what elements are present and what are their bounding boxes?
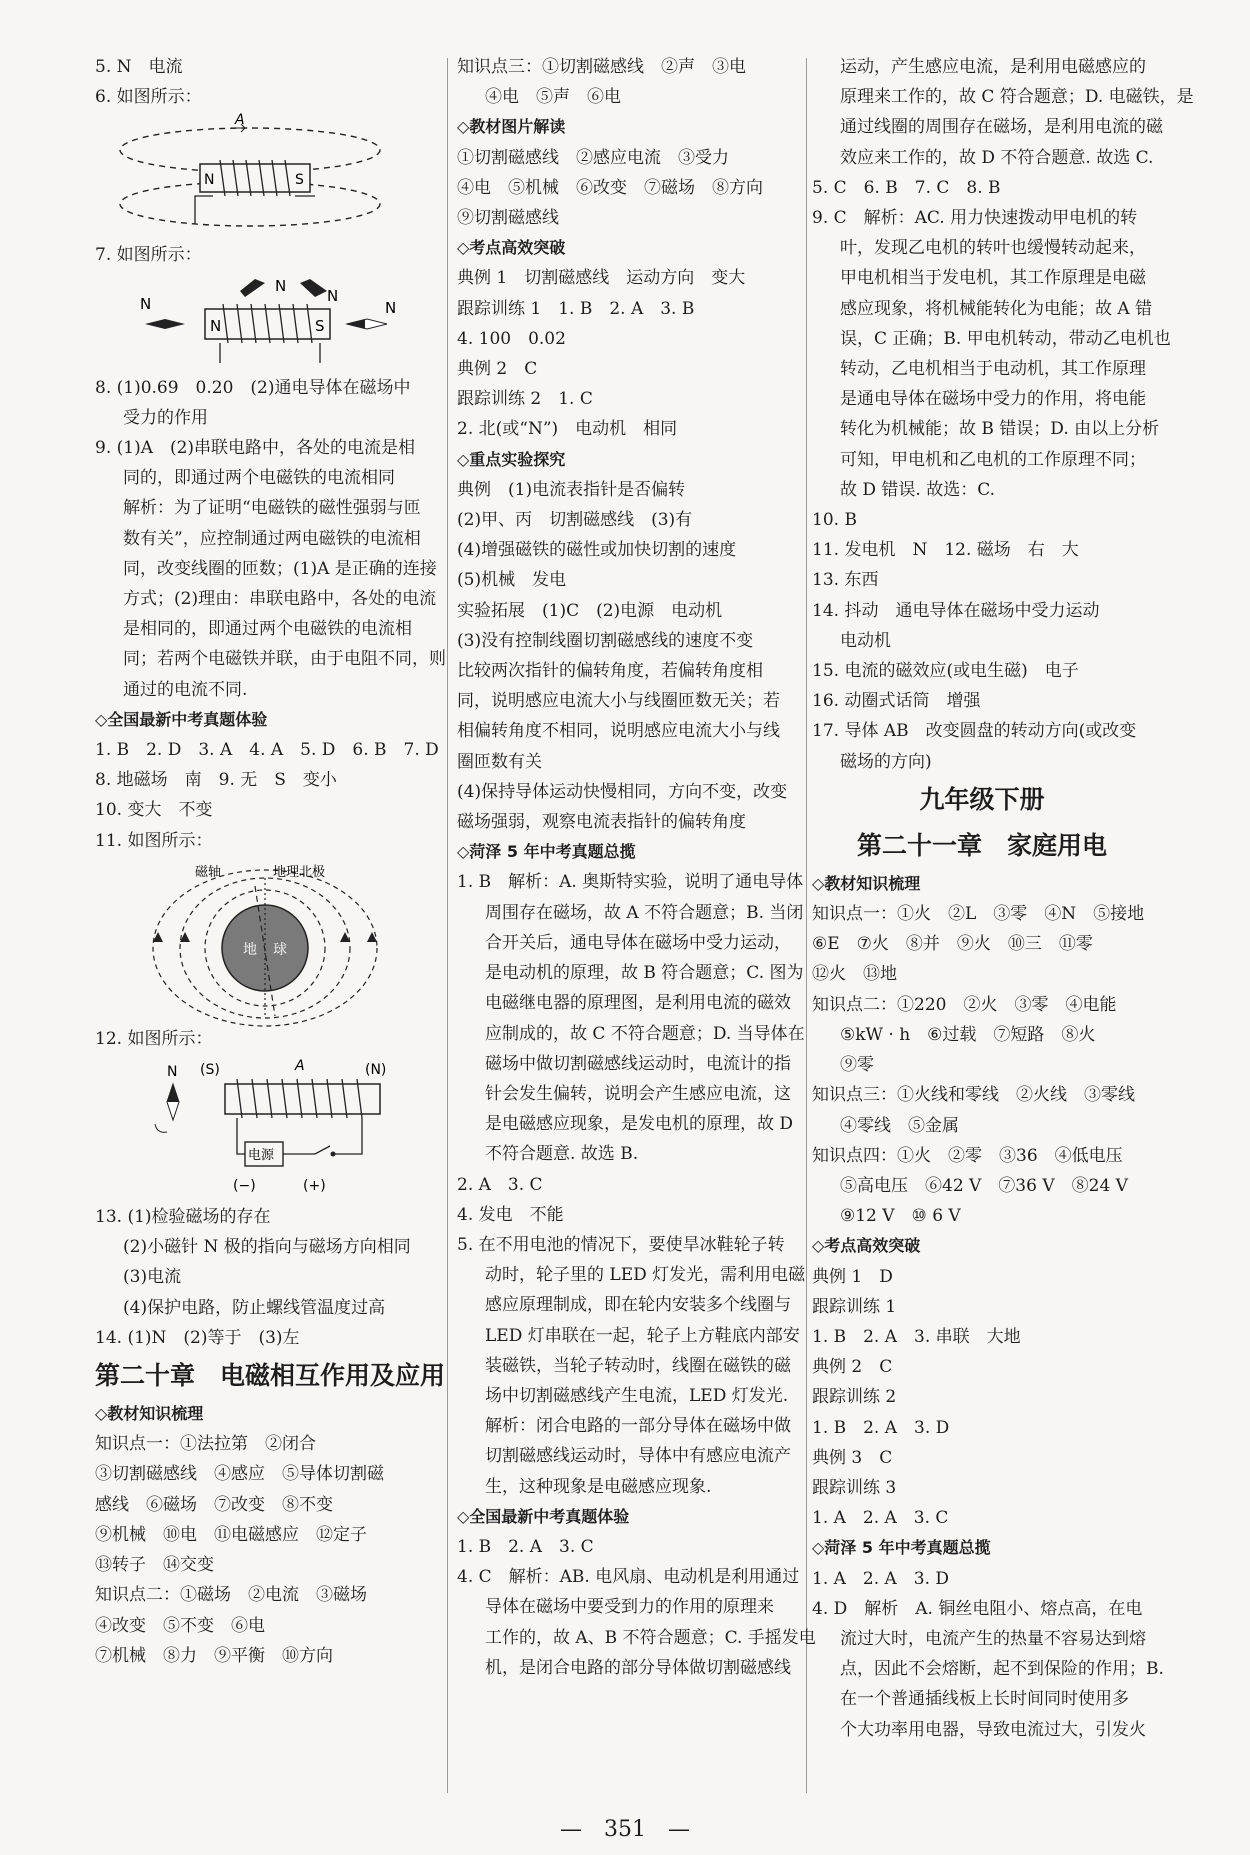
text-line: 磁场强弱，观察电流表指针的偏转角度 <box>457 812 746 833</box>
text-line: 知识点二：①220 ②火 ③零 ④电能 <box>812 994 1117 1015</box>
pole-N-label: N <box>204 172 215 189</box>
text-line: 感应原理制成，即在轮内安装多个线圈与 <box>485 1295 791 1316</box>
text-line: 5. 在不用电池的情况下，要使旱冰鞋轮子转 <box>457 1234 785 1255</box>
compass-N-label: N <box>140 294 152 313</box>
text-line: ③切割磁感线 ④感应 ⑤导体切割磁 <box>95 1464 384 1485</box>
text-line: 11. 发电机 N 12. 磁场 右 大 <box>812 540 1079 561</box>
text-line: 15. 电流的磁效应(或电生磁) 电子 <box>812 661 1079 682</box>
text-line: 切割磁感线运动时，导体中有感应电流产 <box>485 1446 791 1467</box>
text-line: (2)小磁针 N 极的指向与磁场方向相同 <box>123 1237 411 1258</box>
text-line: 是电动机的原理，故 B 符合题意；C. 图为 <box>485 963 804 984</box>
text-line: 是通电导体在磁场中受力的作用，将电能 <box>840 389 1146 410</box>
section-heading: ◇菏泽 5 年中考真题总揽 <box>457 842 636 862</box>
pole-S-label: S <box>295 172 304 189</box>
text-line: ④零线 ⑤金属 <box>840 1115 959 1136</box>
text-line: 比较两次指针的偏转角度，若偏转角度相 <box>457 661 763 682</box>
text-line: 磁场的方向) <box>840 751 932 772</box>
text-line: 同；若两个电磁铁并联，由于电阻不同，则 <box>123 649 446 670</box>
text-line: 场中切割磁感线产生电流，LED 灯发光. <box>485 1385 789 1406</box>
text-line: 同，说明感应电流大小与线圈匝数无关；若 <box>457 691 780 712</box>
text-line: 导体在磁场中要受到力的作用的原理来 <box>485 1597 774 1618</box>
chapter-heading: 第二十章 电磁相互作用及应用 <box>95 1361 446 1391</box>
text-line: (4)增强磁铁的磁性或加快切割的速度 <box>457 540 737 561</box>
text-line: 感应现象，将机械能转化为电能；故 A 错 <box>840 298 1153 319</box>
text-line: LED 灯串联在一起，轮子上方鞋底内部安 <box>485 1325 800 1346</box>
section-heading: ◇菏泽 5 年中考真题总揽 <box>812 1538 991 1558</box>
answer-column-2 <box>457 52 816 1683</box>
text-line: 故 D 错误. 故选：C. <box>840 479 996 500</box>
figure-label-A: A <box>295 1058 305 1075</box>
text-line: 电磁继电器的原理图，是利用电流的磁效 <box>485 993 791 1014</box>
section-heading: ◇考点高效突破 <box>812 1236 921 1256</box>
text-line: (5)机械 发电 <box>457 570 567 591</box>
pole-N-label: (N) <box>365 1062 387 1079</box>
figure-11-earth-magnetic-field <box>95 856 440 1024</box>
text-line: 17. 导体 AB 改变圆盘的转动方向(或改变 <box>812 721 1137 742</box>
text-line: 数有关”，应控制通过两电磁铁的电流相 <box>123 528 421 549</box>
text-line: 针会发生偏转，说明会产生感应电流，这 <box>485 1083 791 1104</box>
figure-7-solenoid-compasses <box>95 271 440 373</box>
text-line: 5. N 电流 <box>95 57 183 77</box>
section-heading: ◇全国最新中考真题体验 <box>95 709 268 729</box>
text-line: (4)保护电路，防止螺线管温度过高 <box>123 1297 386 1318</box>
column-divider <box>447 58 448 1793</box>
text-line: (3)电流 <box>123 1267 182 1288</box>
text-line: 点，因此不会熔断，起不到保险的作用；B. <box>840 1659 1164 1680</box>
text-line: 相偏转角度不相同，说明感应电流大小与线 <box>457 721 780 742</box>
text-line: 典例 3 C <box>812 1447 893 1468</box>
compass-N-label: N <box>167 1064 178 1081</box>
power-source-label: 电源 <box>248 1148 275 1164</box>
text-line: 2. 北(或“N”) 电动机 相同 <box>457 419 678 440</box>
section-heading: ◇重点实验探究 <box>457 449 566 469</box>
text-line: 圈匝数有关 <box>457 751 542 772</box>
text-line: 通过线圈的周围存在磁场，是利用电流的磁 <box>840 117 1163 138</box>
text-line: 跟踪训练 1 <box>812 1296 897 1317</box>
text-line: 跟踪训练 2 1. C <box>457 389 593 410</box>
text-line: 运动，产生感应电流，是利用电磁感应的 <box>840 57 1146 77</box>
pole-S-label: (S) <box>200 1062 220 1079</box>
text-line: 典例 1 切割磁感线 运动方向 变大 <box>457 268 746 289</box>
section-heading: ◇教材知识梳理 <box>95 1404 204 1424</box>
compass-N-label: N <box>327 286 339 305</box>
text-line: 5. C 6. B 7. C 8. B <box>812 177 1001 198</box>
minus-terminal-label: (−) <box>233 1178 256 1195</box>
pole-N-label: N <box>210 316 222 335</box>
text-line: 典例 2 C <box>457 359 538 380</box>
text-line: (3)没有控制线圈切割磁感线的速度不变 <box>457 630 754 651</box>
volume-heading: 九年级下册 <box>919 784 1045 814</box>
text-line: ⑤kW · h ⑥过载 ⑦短路 ⑧火 <box>840 1024 1096 1045</box>
text-line: 感线 ⑥磁场 ⑦改变 ⑧不变 <box>95 1494 333 1515</box>
earth-label: 球 <box>273 941 287 958</box>
text-line: 工作的，故 A、B 不符合题意；C. 手摇发电 <box>485 1627 816 1648</box>
text-line: 解析：闭合电路的一部分导体在磁场中做 <box>485 1416 791 1437</box>
text-line: 实验拓展 (1)C (2)电源 电动机 <box>457 600 723 621</box>
text-line: 磁场中做切割磁感线运动时，电流计的指 <box>485 1053 791 1074</box>
text-line: 转化为机械能；故 B 错误；D. 由以上分析 <box>840 419 1160 440</box>
text-line: 10. 变大 不变 <box>95 800 213 821</box>
text-line: 8. (1)0.69 0.20 (2)通电导体在磁场中 <box>95 377 411 398</box>
text-line: 9. (1)A (2)串联电路中，各处的电流是相 <box>95 438 416 459</box>
text-line: 机，是闭合电路的部分导体做切割磁感线 <box>485 1657 791 1678</box>
text-line: 装磁铁，当轮子转动时，线圈在磁铁的磁 <box>485 1355 791 1376</box>
text-line: 电动机 <box>840 630 891 651</box>
text-line: 效应来工作的，故 D 不符合题意. 故选 C. <box>840 147 1154 168</box>
text-line: 10. B <box>812 510 857 531</box>
text-line: 1. B 解析：A. 奥斯特实验，说明了通电导体 <box>457 872 804 893</box>
text-line: 周围存在磁场，故 A 不符合题意；B. 当闭 <box>485 902 804 923</box>
text-line: 知识点四：①火 ②零 ③36 ④低电压 <box>812 1145 1123 1166</box>
text-line: 典例 1 D <box>812 1266 893 1287</box>
column-divider <box>806 58 807 1793</box>
text-line: ④电 ⑤机械 ⑥改变 ⑦磁场 ⑧方向 <box>457 177 763 198</box>
text-line: ④改变 ⑤不变 ⑥电 <box>95 1615 265 1636</box>
text-line: ⑨机械 ⑩电 ⑪电磁感应 ⑫定子 <box>95 1524 367 1545</box>
text-line: 误，C 正确；B. 甲电机转动，带动乙电机也 <box>840 328 1171 349</box>
text-line: 1. B 2. D 3. A 4. A 5. D 6. B 7. D <box>95 740 439 761</box>
text-line: 4. 发电 不能 <box>457 1204 564 1225</box>
text-line: 12. 如图所示： <box>95 1028 213 1049</box>
text-line: 甲电机相当于发电机，其工作原理是电磁 <box>840 268 1146 289</box>
text-line: 4. 100 0.02 <box>457 328 566 349</box>
text-line: 1. A 2. A 3. C <box>812 1508 949 1529</box>
text-line: 2. A 3. C <box>457 1174 543 1195</box>
text-line: 同的，即通过两个电磁铁的电流相同 <box>123 468 395 489</box>
text-line: 13. (1)检验磁场的存在 <box>95 1207 271 1228</box>
text-line: ⑦机械 ⑧力 ⑨平衡 ⑩方向 <box>95 1645 333 1666</box>
text-line: 7. 如图所示： <box>95 245 202 266</box>
text-line: ⑤高电压 ⑥42 V ⑦36 V ⑧24 V <box>840 1175 1128 1196</box>
answer-column-1 <box>95 52 446 1671</box>
answer-column-3 <box>812 52 1194 1745</box>
text-line: 跟踪训练 3 <box>812 1477 897 1498</box>
section-heading: ◇全国最新中考真题体验 <box>457 1506 630 1526</box>
text-line: ④电 ⑤声 ⑥电 <box>485 87 621 108</box>
compass-N-label: N <box>385 298 397 317</box>
text-line: 6. 如图所示： <box>95 87 202 108</box>
figure-12-solenoid-circuit <box>95 1054 440 1202</box>
text-line: 典例 (1)电流表指针是否偏转 <box>457 479 686 500</box>
text-line: 11. 如图所示： <box>95 830 213 851</box>
text-line: 应制成的，故 C 不符合题意；D. 当导体在 <box>485 1023 805 1044</box>
text-line: ⑬转子 ⑭交变 <box>95 1555 214 1576</box>
text-line: 是相同的，即通过两个电磁铁的电流相 <box>123 619 412 640</box>
text-line: ①切割磁感线 ②感应电流 ③受力 <box>457 147 729 168</box>
text-line: 4. D 解析 A. 铜丝电阻小、熔点高，在电 <box>812 1598 1143 1619</box>
text-line: 14. (1)N (2)等于 (3)左 <box>95 1327 300 1348</box>
text-line: 典例 2 C <box>812 1357 893 1378</box>
text-line: 流过大时，电流产生的热量不容易达到熔 <box>840 1628 1146 1649</box>
text-line: 动时，轮子里的 LED 灯发光，需利用电磁 <box>485 1265 806 1286</box>
section-heading: ◇教材图片解读 <box>457 117 566 137</box>
text-line: 知识点一：①火 ②L ③零 ④N ⑤接地 <box>812 904 1145 925</box>
text-line: ⑫火 ⑬地 <box>812 964 897 985</box>
text-line: 方式；(2)理由：串联电路中，各处的电流 <box>123 589 437 610</box>
text-line: 9. C 解析：AC. 用力快速拨动甲电机的转 <box>812 208 1138 229</box>
plus-terminal-label: (+) <box>303 1178 326 1195</box>
text-line: 1. B 2. A 3. C <box>457 1536 594 1557</box>
text-line: 16. 动圈式话筒 增强 <box>812 691 981 712</box>
text-line: 生，这种现象是电磁感应现象. <box>485 1476 712 1497</box>
text-line: ⑨切割磁感线 <box>457 208 559 229</box>
text-line: 知识点三：①火线和零线 ②火线 ③零线 <box>812 1085 1135 1106</box>
text-line: ⑨零 <box>840 1055 874 1076</box>
text-line: ⑥E ⑦火 ⑧并 ⑨火 ⑩三 ⑪零 <box>812 934 1093 955</box>
compass-N-label: N <box>275 276 287 295</box>
text-line: 个大功率用电器，导致电流过大，引发火 <box>840 1719 1146 1740</box>
text-line: 14. 抖动 通电导体在磁场中受力运动 <box>812 600 1100 621</box>
text-line: 知识点一：①法拉第 ②闭合 <box>95 1434 316 1455</box>
text-line: 合开关后，通电导体在磁场中受力运动， <box>485 932 791 953</box>
text-line: 在一个普通插线板上长时间同时使用多 <box>840 1689 1129 1710</box>
text-line: 通过的电流不同. <box>123 679 248 700</box>
text-line: 8. 地磁场 南 9. 无 S 变小 <box>95 770 337 791</box>
text-line: 同，改变线圈的匝数；(1)A 是正确的连接 <box>123 558 437 579</box>
text-line: 知识点三：①切割磁感线 ②声 ③电 <box>457 57 746 77</box>
text-line: 转动，乙电机相当于电动机，其工作原理 <box>840 359 1146 380</box>
text-line: 1. B 2. A 3. D <box>812 1417 950 1438</box>
text-line: 不符合题意. 故选 B. <box>485 1144 639 1165</box>
section-heading: ◇教材知识梳理 <box>812 873 921 893</box>
text-line: 1. A 2. A 3. D <box>812 1568 950 1589</box>
text-line: ⑨12 V ⑩ 6 V <box>840 1206 961 1227</box>
text-line: 可知，甲电机和乙电机的工作原理不同； <box>840 449 1146 470</box>
text-line: 知识点二：①磁场 ②电流 ③磁场 <box>95 1585 367 1606</box>
text-line: 叶，发现乙电机的转叶也缓慢转动起来， <box>840 238 1146 259</box>
axis-label: 磁轴 <box>195 864 222 880</box>
chapter-heading: 第二十一章 家庭用电 <box>856 830 1107 860</box>
figure-6-solenoid <box>95 112 440 240</box>
text-line: 跟踪训练 1 1. B 2. A 3. B <box>457 298 695 319</box>
section-heading: ◇考点高效突破 <box>457 238 566 258</box>
text-line: 原理来工作的，故 C 符合题意；D. 电磁铁，是 <box>840 87 1194 108</box>
pole-S-label: S <box>315 316 325 335</box>
text-line: 1. B 2. A 3. 串联 大地 <box>812 1326 1021 1347</box>
text-line: 跟踪训练 2 <box>812 1387 897 1408</box>
text-line: 解析：为了证明“电磁铁的磁性强弱与匝 <box>123 498 421 519</box>
earth-label: 地 <box>243 941 257 958</box>
text-line: 13. 东西 <box>812 570 879 591</box>
figure-label-A: A <box>235 112 245 129</box>
text-line: (2)甲、丙 切割磁感线 (3)有 <box>457 510 693 531</box>
text-line: 是电磁感应现象，是发电机的原理，故 D <box>485 1114 794 1135</box>
geo-north-label: 地理北极 <box>273 864 326 880</box>
text-line: 4. C 解析：AB. 电风扇、电动机是利用通过 <box>457 1567 800 1588</box>
page-number: — 351 — <box>560 1817 690 1842</box>
text-line: 受力的作用 <box>123 407 208 428</box>
text-line: (4)保持导体运动快慢相同，方向不变，改变 <box>457 781 788 802</box>
